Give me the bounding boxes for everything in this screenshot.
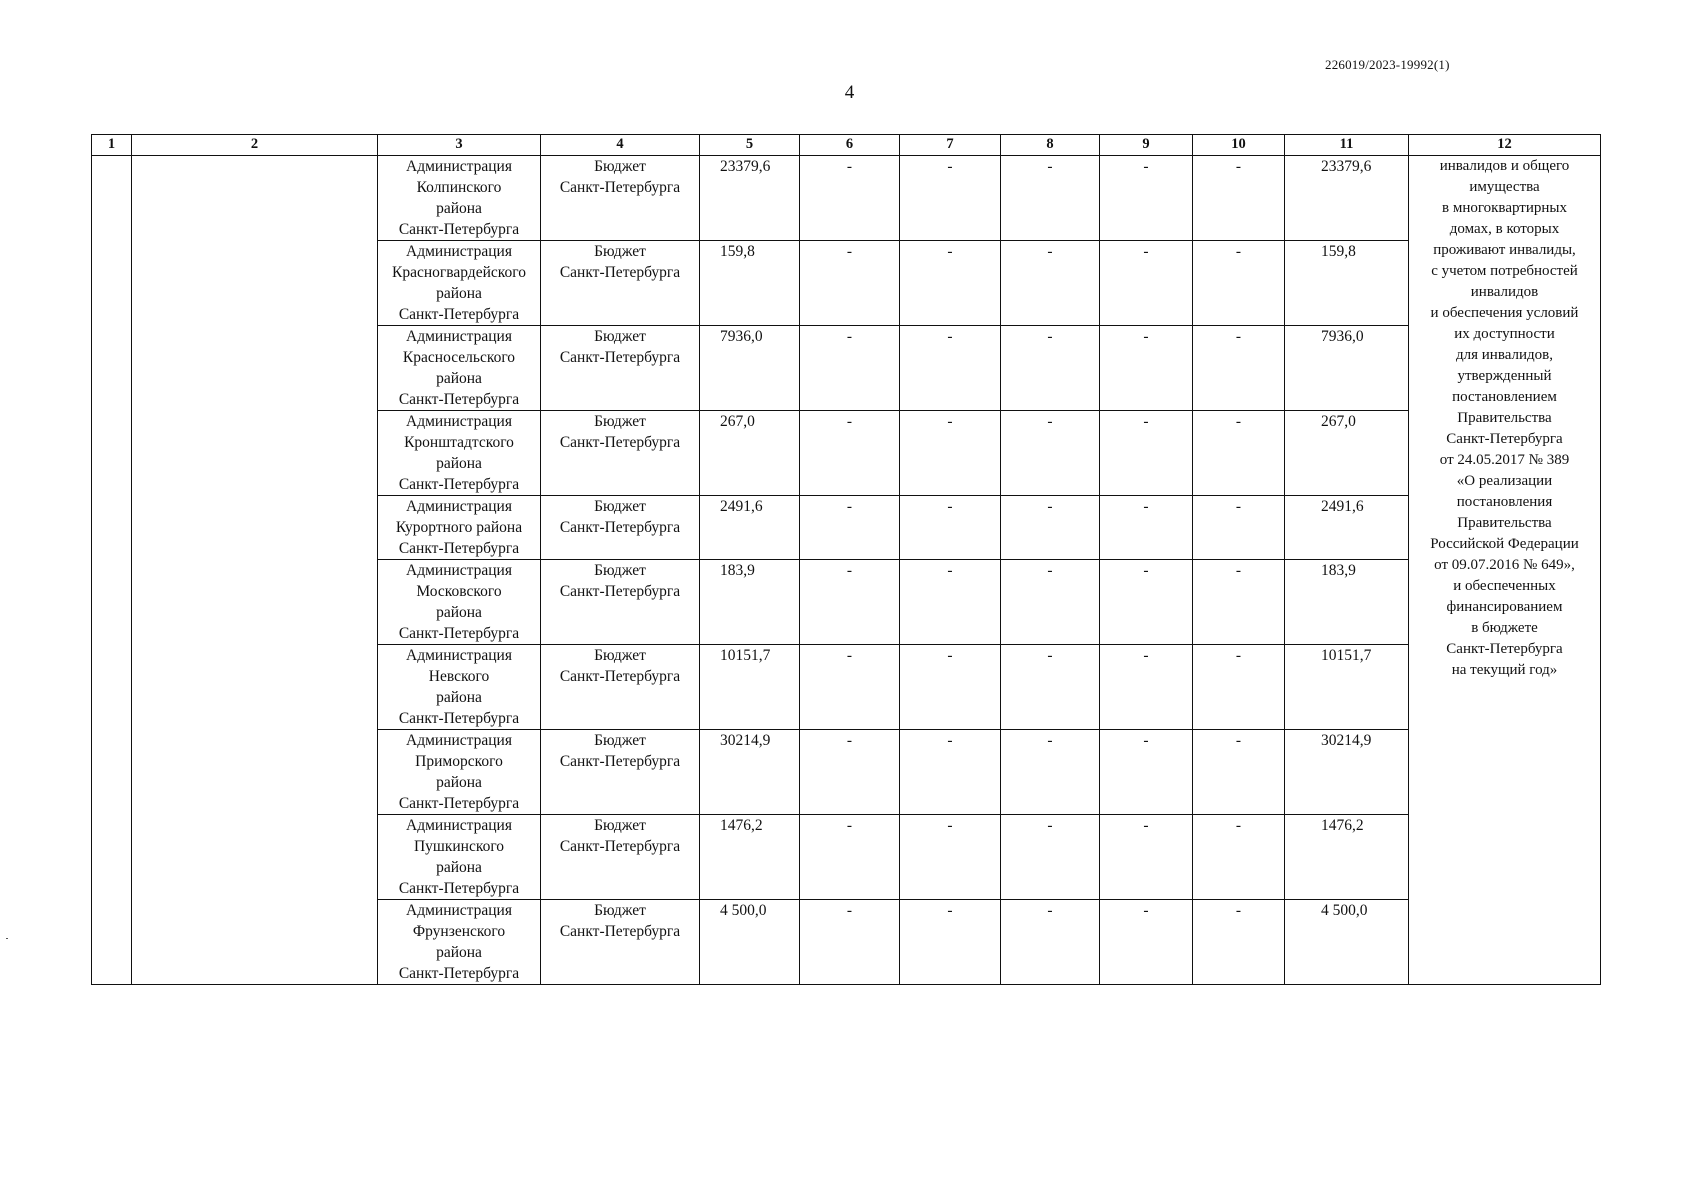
- header-col-1: 1: [92, 135, 132, 156]
- value-col-7: -: [900, 645, 1001, 730]
- value-col-10: -: [1193, 900, 1285, 985]
- header-col-2: 2: [132, 135, 378, 156]
- value-col-10: -: [1193, 156, 1285, 241]
- value-col-5: 10151,7: [700, 645, 800, 730]
- value-col-10: -: [1193, 241, 1285, 326]
- value-col-8: -: [1001, 560, 1100, 645]
- value-col-7: -: [900, 730, 1001, 815]
- header-col-3: 3: [378, 135, 541, 156]
- value-col-6: -: [800, 560, 900, 645]
- value-col-9: -: [1100, 241, 1193, 326]
- value-col-10: -: [1193, 560, 1285, 645]
- funding-source-cell: Бюджет Санкт-Петербурга: [541, 411, 700, 496]
- value-col-5: 7936,0: [700, 326, 800, 411]
- value-col-9: -: [1100, 645, 1193, 730]
- value-col-7: -: [900, 156, 1001, 241]
- executor-cell: Администрация Кронштадтского района Санкт-Петербурга: [378, 411, 541, 496]
- value-col-11: 10151,7: [1285, 645, 1409, 730]
- value-col-10: -: [1193, 645, 1285, 730]
- value-col-11: 183,9: [1285, 560, 1409, 645]
- header-col-11: 11: [1285, 135, 1409, 156]
- value-col-5: 159,8: [700, 241, 800, 326]
- value-col-11: 267,0: [1285, 411, 1409, 496]
- value-col-5: 183,9: [700, 560, 800, 645]
- value-col-6: -: [800, 156, 900, 241]
- value-col-11: 30214,9: [1285, 730, 1409, 815]
- value-col-7: -: [900, 241, 1001, 326]
- value-col-8: -: [1001, 241, 1100, 326]
- executor-cell: Администрация Пушкинского района Санкт-Петербурга: [378, 815, 541, 900]
- header-col-8: 8: [1001, 135, 1100, 156]
- cell-col-1: [92, 156, 132, 985]
- value-col-7: -: [900, 326, 1001, 411]
- value-col-7: -: [900, 560, 1001, 645]
- executor-cell: Администрация Московского района Санкт-Петербурга: [378, 560, 541, 645]
- page-number: 4: [844, 82, 855, 103]
- value-col-9: -: [1100, 326, 1193, 411]
- executor-cell: Администрация Колпинского района Санкт-Петербурга: [378, 156, 541, 241]
- value-col-9: -: [1100, 815, 1193, 900]
- value-col-8: -: [1001, 815, 1100, 900]
- value-col-9: -: [1100, 496, 1193, 560]
- executor-cell: Администрация Фрунзенского района Санкт-Петербурга: [378, 900, 541, 985]
- header-col-5: 5: [700, 135, 800, 156]
- value-col-7: -: [900, 815, 1001, 900]
- value-col-7: -: [900, 411, 1001, 496]
- value-col-6: -: [800, 730, 900, 815]
- value-col-8: -: [1001, 156, 1100, 241]
- executor-cell: Администрация Приморского района Санкт-Петербурга: [378, 730, 541, 815]
- budget-table: [91, 134, 1601, 985]
- value-col-8: -: [1001, 326, 1100, 411]
- value-col-9: -: [1100, 156, 1193, 241]
- funding-source-cell: Бюджет Санкт-Петербурга: [541, 730, 700, 815]
- value-col-10: -: [1193, 326, 1285, 411]
- scan-artifact: [6, 938, 8, 939]
- value-col-7: -: [900, 496, 1001, 560]
- value-col-5: 4 500,0: [700, 900, 800, 985]
- value-col-9: -: [1100, 411, 1193, 496]
- header-col-12: 12: [1409, 135, 1601, 156]
- value-col-6: -: [800, 241, 900, 326]
- funding-source-cell: Бюджет Санкт-Петербурга: [541, 326, 700, 411]
- executor-cell: Администрация Курортного района Санкт-Петербурга: [378, 496, 541, 560]
- executor-cell: Администрация Невского района Санкт-Петербурга: [378, 645, 541, 730]
- funding-source-cell: Бюджет Санкт-Петербурга: [541, 900, 700, 985]
- funding-source-cell: Бюджет Санкт-Петербурга: [541, 560, 700, 645]
- executor-cell: Администрация Красногвардейского района Санкт-Петербурга: [378, 241, 541, 326]
- value-col-5: 30214,9: [700, 730, 800, 815]
- header-col-6: 6: [800, 135, 900, 156]
- executor-cell: Администрация Красносельского района Санкт-Петербурга: [378, 326, 541, 411]
- description-cell: инвалидов и общего имущества в многоквартирных домах, в которых проживают инвалиды, с учетом потребностей инвалидов и обеспечения условий их доступности для инвалидов, утвержденный постановлением Правительства Санкт-Петербурга от 24.05.2017 № 389 «О реализации постановления Правительства Российской Федерации от 09.07.2016 № 649», и обеспеченных финансированием в бюджете Санкт-Петербурга на текущий год»: [1409, 156, 1601, 985]
- funding-source-cell: Бюджет Санкт-Петербурга: [541, 156, 700, 241]
- value-col-8: -: [1001, 411, 1100, 496]
- header-col-10: 10: [1193, 135, 1285, 156]
- funding-source-cell: Бюджет Санкт-Петербурга: [541, 241, 700, 326]
- value-col-10: -: [1193, 730, 1285, 815]
- value-col-8: -: [1001, 730, 1100, 815]
- value-col-11: 159,8: [1285, 241, 1409, 326]
- value-col-5: 267,0: [700, 411, 800, 496]
- funding-source-cell: Бюджет Санкт-Петербурга: [541, 645, 700, 730]
- value-col-11: 2491,6: [1285, 496, 1409, 560]
- header-row: [92, 135, 1601, 156]
- value-col-11: 23379,6: [1285, 156, 1409, 241]
- value-col-7: -: [900, 900, 1001, 985]
- value-col-9: -: [1100, 730, 1193, 815]
- value-col-5: 2491,6: [700, 496, 800, 560]
- funding-source-cell: Бюджет Санкт-Петербурга: [541, 815, 700, 900]
- value-col-10: -: [1193, 496, 1285, 560]
- value-col-11: 7936,0: [1285, 326, 1409, 411]
- value-col-8: -: [1001, 645, 1100, 730]
- value-col-8: -: [1001, 496, 1100, 560]
- value-col-9: -: [1100, 900, 1193, 985]
- value-col-10: -: [1193, 815, 1285, 900]
- funding-source-cell: Бюджет Санкт-Петербурга: [541, 496, 700, 560]
- value-col-10: -: [1193, 411, 1285, 496]
- value-col-6: -: [800, 496, 900, 560]
- document-registration-number: 226019/2023-19992(1): [1325, 57, 1450, 72]
- value-col-5: 23379,6: [700, 156, 800, 241]
- cell-col-2: [132, 156, 378, 985]
- value-col-6: -: [800, 326, 900, 411]
- value-col-5: 1476,2: [700, 815, 800, 900]
- header-col-7: 7: [900, 135, 1001, 156]
- header-col-4: 4: [541, 135, 700, 156]
- value-col-6: -: [800, 411, 900, 496]
- header-col-9: 9: [1100, 135, 1193, 156]
- value-col-6: -: [800, 900, 900, 985]
- value-col-6: -: [800, 815, 900, 900]
- value-col-11: 4 500,0: [1285, 900, 1409, 985]
- value-col-6: -: [800, 645, 900, 730]
- table-row: [92, 156, 1601, 241]
- value-col-11: 1476,2: [1285, 815, 1409, 900]
- value-col-8: -: [1001, 900, 1100, 985]
- value-col-9: -: [1100, 560, 1193, 645]
